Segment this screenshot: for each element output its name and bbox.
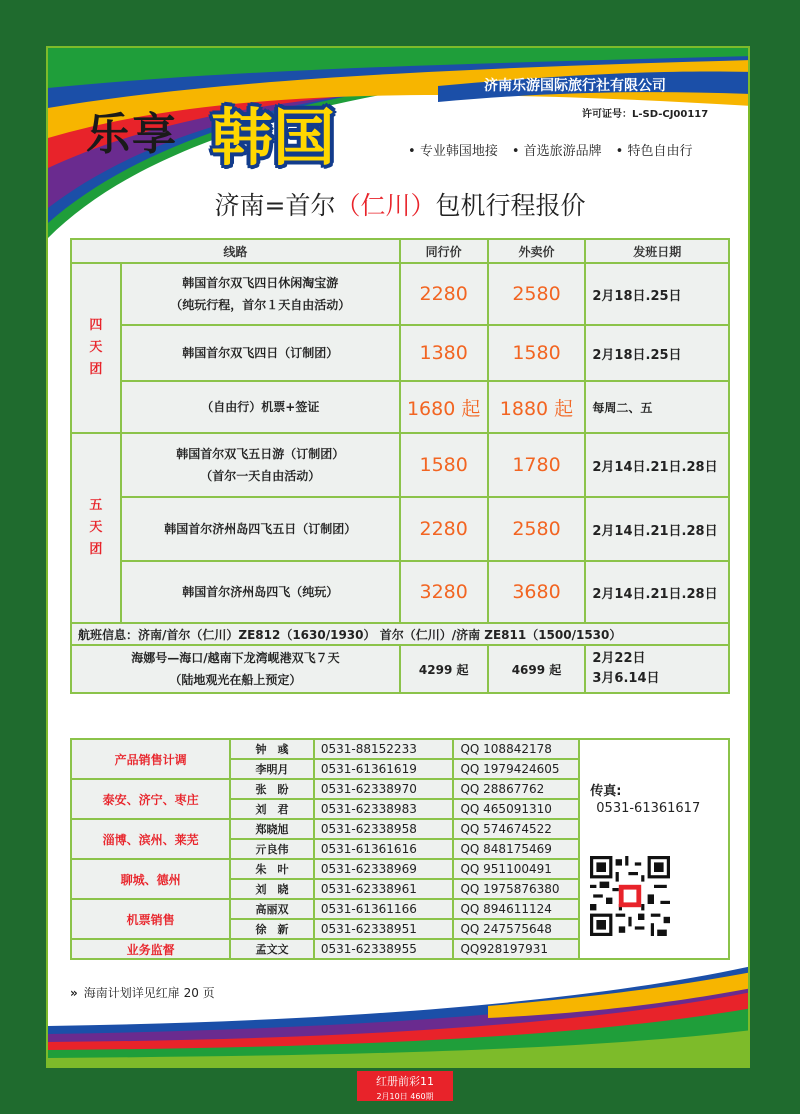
cruise-peer-price: 4299 起 — [400, 645, 488, 693]
title-part: 包机行程报价 — [435, 191, 586, 220]
fax-panel — [579, 739, 729, 959]
flight-info-row — [71, 623, 729, 645]
departure-dates: 每周二、五 — [585, 381, 729, 433]
slogan-item: • 专业韩国地接 — [408, 140, 498, 159]
peer-price: 1680 起 — [400, 381, 488, 433]
contact-qq: QQ 247575648 — [453, 919, 579, 939]
contact-phone: 0531-62338951 — [314, 919, 454, 939]
contact-name: 亓良伟 — [230, 839, 314, 859]
route-text: 韩国首尔双飞五日游（订制团） （首尔一天自由活动） — [176, 447, 345, 483]
page-number-badge — [357, 1071, 453, 1101]
contact-qq: QQ 848175469 — [453, 839, 579, 859]
contact-name: 钟 彧 — [230, 739, 314, 759]
departure-dates: 2月18日.25日 — [585, 325, 729, 381]
issue-label: 2月10日 460期 — [376, 1092, 434, 1101]
contact-phone: 0531-62338958 — [314, 819, 454, 839]
contact-name: 孟文文 — [230, 939, 314, 959]
peer-price: 1580 — [400, 433, 488, 497]
flight-info: 航班信息：济南/首尔（仁川）ZE812（1630/1930） 首尔（仁川）/济南 ZE811（1500/1530） — [71, 623, 729, 645]
title-part: 济南=首尔 — [214, 191, 336, 220]
peer-price: 1380 — [400, 325, 488, 381]
route-text: 海娜号—海口/越南下龙湾岘港双飞７天 （陆地观光在船上预定） — [131, 651, 340, 687]
route-cell — [121, 433, 400, 497]
title-part-highlight: （仁川） — [335, 191, 436, 220]
page-label: 红册前彩11 — [376, 1075, 434, 1088]
header-retail-price: 外卖价 — [488, 239, 586, 263]
group-label: 四 天 团 — [89, 318, 103, 377]
retail-price: 1580 — [488, 325, 586, 381]
fax-label: 传真: — [590, 784, 622, 799]
departure-dates: 2月18日.25日 — [585, 263, 729, 325]
retail-price: 3680 — [488, 561, 586, 623]
contact-qq: QQ928197931 — [453, 939, 579, 959]
contact-name: 李明月 — [230, 759, 314, 779]
brochure-sheet — [46, 46, 750, 1068]
dates-text: 2月22日 3月6.14日 — [592, 651, 660, 686]
contact-qq: QQ 1975876380 — [453, 879, 579, 899]
departure-dates: 2月14日.21日.28日 — [585, 561, 729, 623]
contact-phone: 0531-61361616 — [314, 839, 454, 859]
departure-dates: 2月14日.21日.28日 — [585, 433, 729, 497]
group-five-day — [71, 433, 121, 623]
cruise-retail-price: 4699 起 — [488, 645, 586, 693]
peer-price: 2280 — [400, 263, 488, 325]
qr-code — [590, 856, 670, 936]
page-title — [48, 186, 750, 222]
slogan-item: • 首选旅游品牌 — [512, 140, 602, 159]
contact-name: 张 盼 — [230, 779, 314, 799]
contact-row — [71, 739, 729, 759]
contact-phone: 0531-62338961 — [314, 879, 454, 899]
contact-phone: 0531-62338955 — [314, 939, 454, 959]
retail-price: 1880 起 — [488, 381, 586, 433]
route-cell — [121, 497, 400, 561]
table-row — [71, 381, 729, 433]
license-number: 许可证号：L-SD-CJ00117 — [582, 109, 709, 120]
cruise-route — [71, 645, 400, 693]
table-row — [71, 263, 729, 325]
dept-label: 机票销售 — [71, 899, 230, 939]
dept-label: 业务监督 — [71, 939, 230, 959]
route-text: 韩国首尔济州岛四飞五日（订制团） — [164, 522, 357, 536]
route-text: （自由行）机票+签证 — [201, 400, 320, 414]
slogan-item: • 特色自由行 — [616, 140, 693, 159]
table-row — [71, 433, 729, 497]
contact-phone: 0531-62338983 — [314, 799, 454, 819]
dept-label: 淄博、滨州、莱芜 — [71, 819, 230, 859]
retail-price: 1780 — [488, 433, 586, 497]
route-text: 韩国首尔双飞四日休闲淘宝游 （纯玩行程，首尔１天自由活动） — [170, 276, 351, 312]
route-text: 韩国首尔济州岛四飞（纯玩） — [182, 585, 339, 599]
price-table — [70, 238, 730, 694]
contact-phone: 0531-62338969 — [314, 859, 454, 879]
contact-name: 高丽双 — [230, 899, 314, 919]
contact-qq: QQ 951100491 — [453, 859, 579, 879]
logo-text-le-xiang: 乐享 — [86, 109, 178, 160]
peer-price: 3280 — [400, 561, 488, 623]
contact-qq: QQ 894611124 — [453, 899, 579, 919]
route-text: 韩国首尔双飞四日（订制团） — [182, 346, 339, 360]
group-four-day — [71, 263, 121, 433]
route-cell — [121, 381, 400, 433]
dept-label: 泰安、济宁、枣庄 — [71, 779, 230, 819]
contact-qq: QQ 465091310 — [453, 799, 579, 819]
cruise-dates — [585, 645, 729, 693]
route-cell — [121, 263, 400, 325]
contact-qq: QQ 108842178 — [453, 739, 579, 759]
company-name: 济南乐游国际旅行社有限公司 — [484, 78, 666, 94]
contacts-table — [70, 738, 730, 960]
cruise-row — [71, 645, 729, 693]
contact-name: 朱 叶 — [230, 859, 314, 879]
table-header-row — [71, 239, 729, 263]
contact-qq: QQ 574674522 — [453, 819, 579, 839]
header-route: 线路 — [71, 239, 400, 263]
peer-price: 2280 — [400, 497, 488, 561]
fax-number: 0531-61361617 — [596, 801, 701, 816]
table-row — [71, 561, 729, 623]
table-row — [71, 325, 729, 381]
header-peer-price: 同行价 — [400, 239, 488, 263]
route-cell — [121, 561, 400, 623]
logo-text-korea: 韩国 — [211, 101, 336, 174]
double-arrow-icon: » — [70, 986, 78, 1000]
contact-phone: 0531-61361166 — [314, 899, 454, 919]
contact-name: 郑晓旭 — [230, 819, 314, 839]
header-dates: 发班日期 — [585, 239, 729, 263]
footer-decoration — [48, 966, 750, 1066]
dept-label: 聊城、德州 — [71, 859, 230, 899]
dept-label: 产品销售计调 — [71, 739, 230, 779]
contact-name: 刘 晓 — [230, 879, 314, 899]
contact-qq: QQ 1979424605 — [453, 759, 579, 779]
table-row — [71, 497, 729, 561]
route-cell — [121, 325, 400, 381]
contact-qq: QQ 28867762 — [453, 779, 579, 799]
retail-price: 2580 — [488, 497, 586, 561]
retail-price: 2580 — [488, 263, 586, 325]
departure-dates: 2月14日.21日.28日 — [585, 497, 729, 561]
contact-phone: 0531-62338970 — [314, 779, 454, 799]
contact-phone: 0531-88152233 — [314, 739, 454, 759]
contact-name: 徐 新 — [230, 919, 314, 939]
contact-name: 刘 君 — [230, 799, 314, 819]
note-text: 海南计划详见红扉 20 页 — [83, 986, 215, 1000]
slogans — [408, 140, 692, 159]
group-label: 五 天 团 — [89, 498, 103, 557]
contact-phone: 0531-61361619 — [314, 759, 454, 779]
